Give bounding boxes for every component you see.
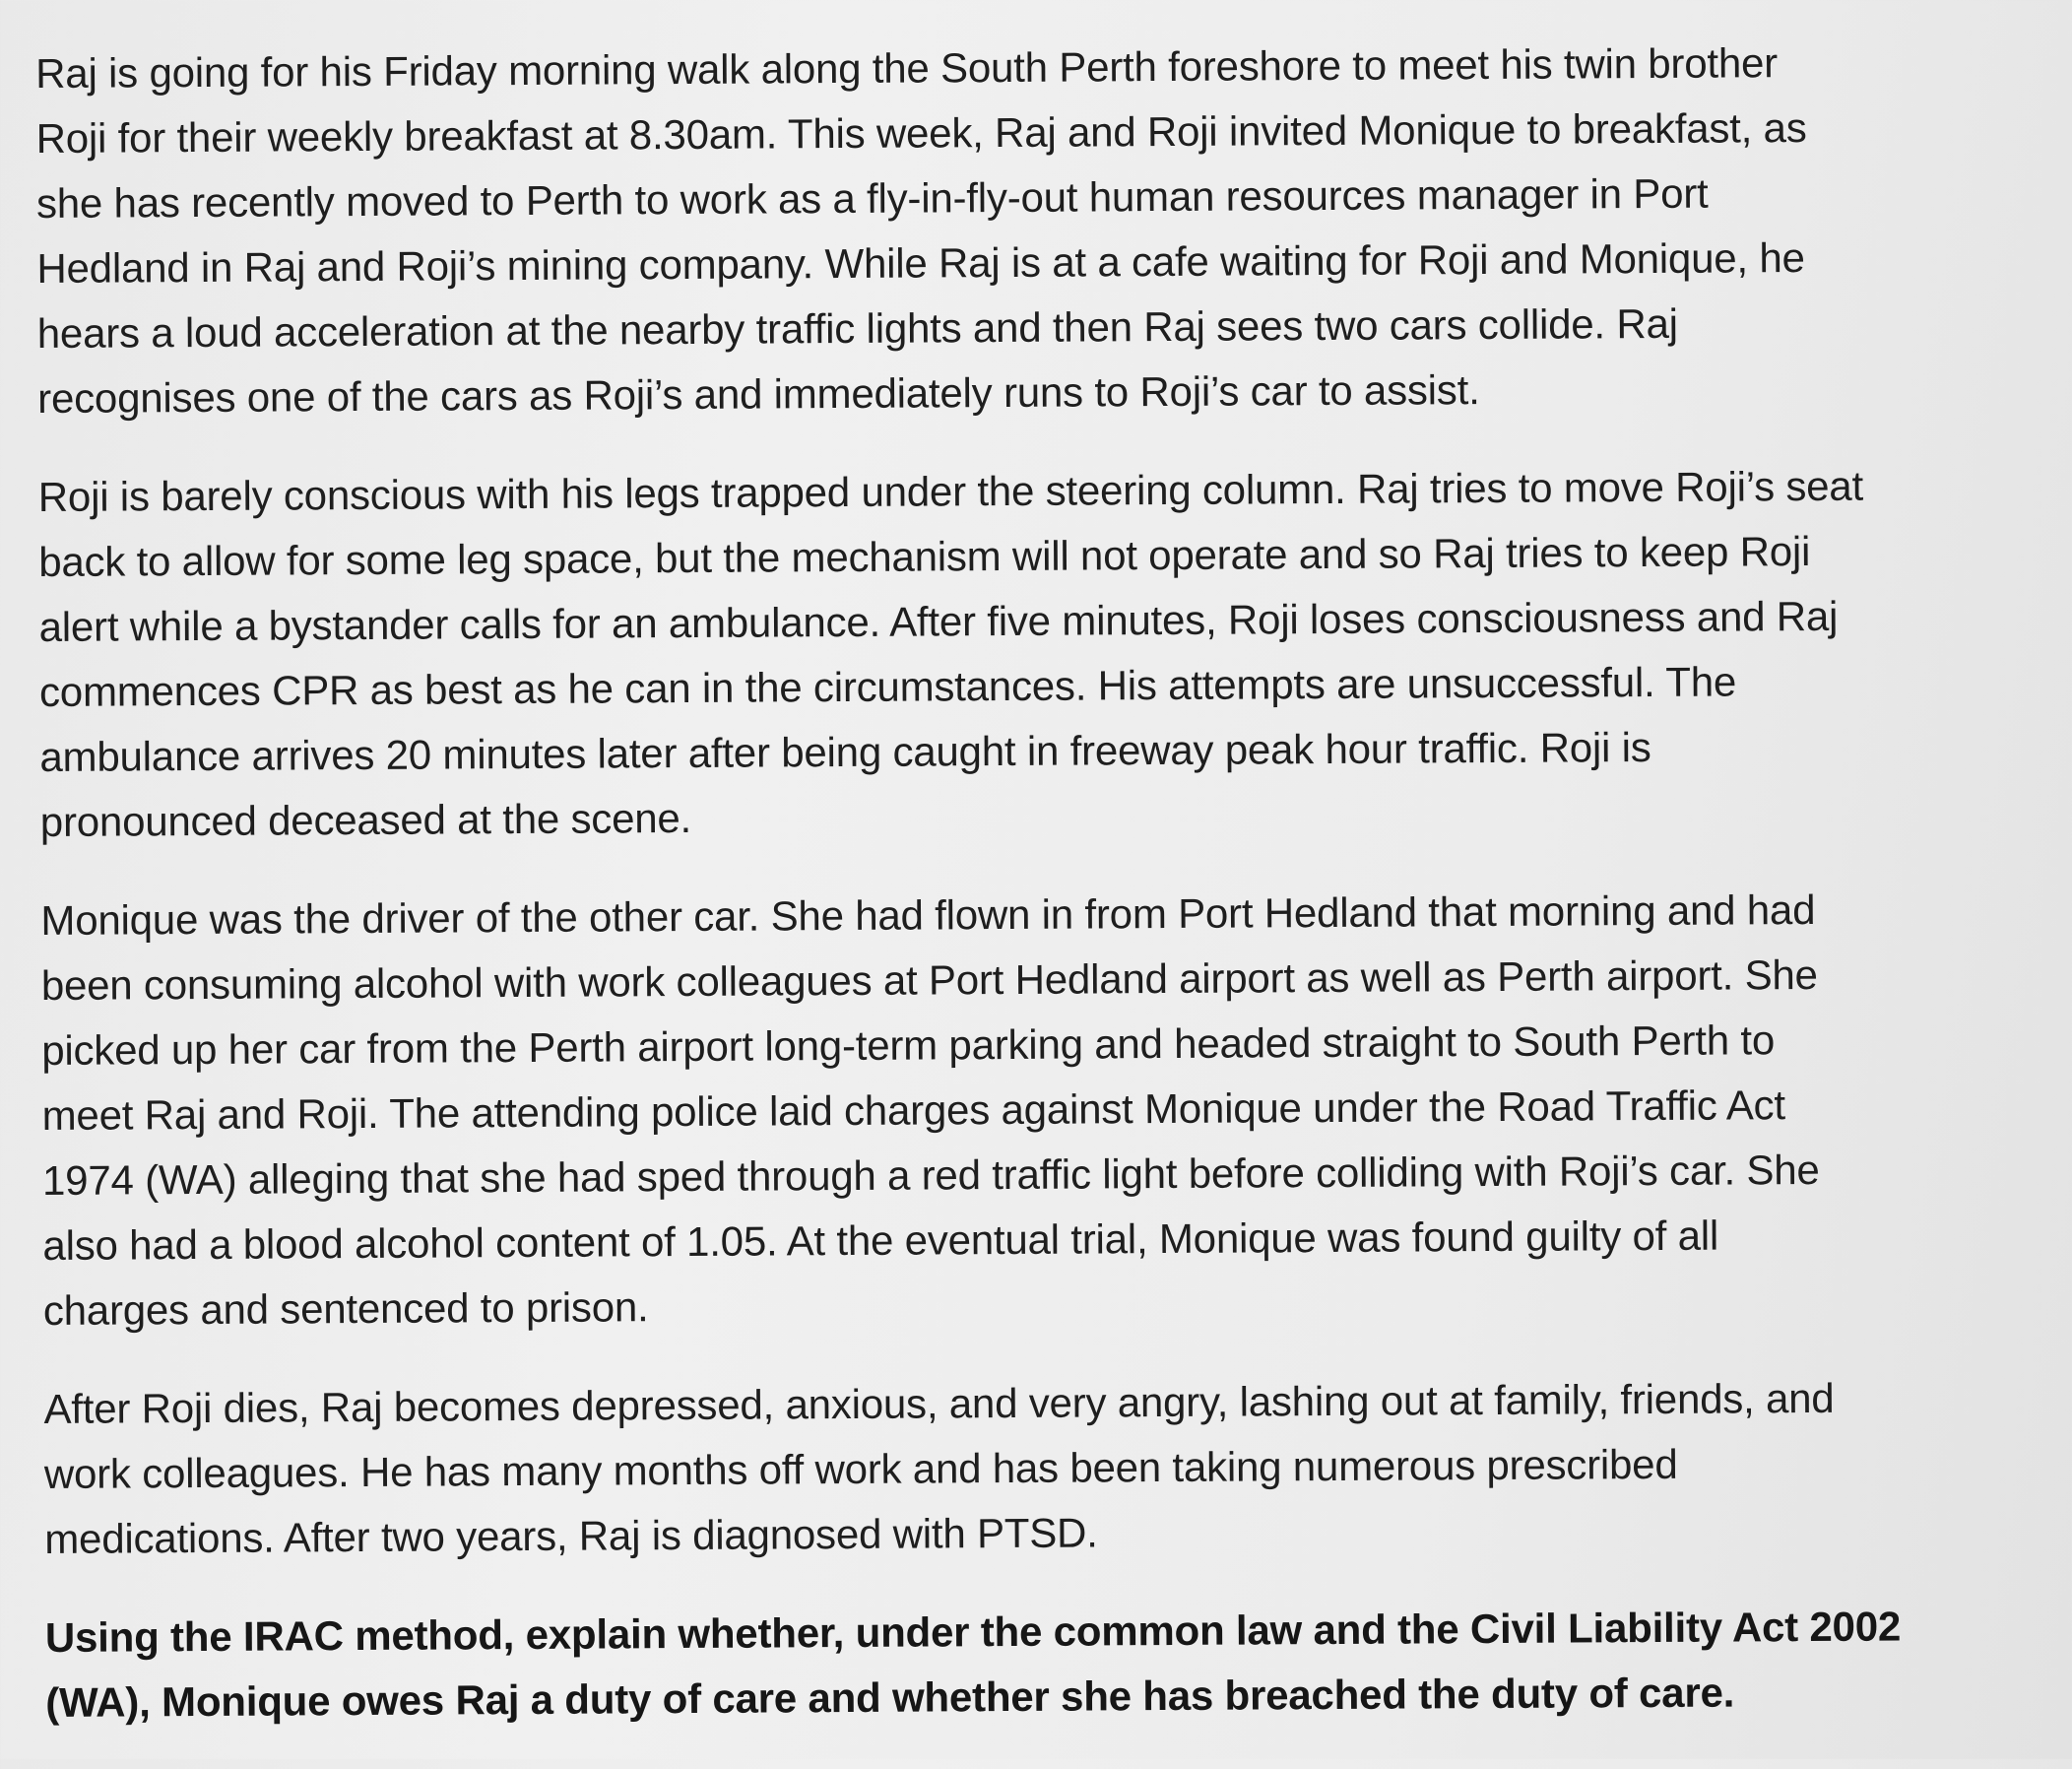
text-line: Monique was the driver of the other car. She had flown in from Port Hedland that morning and had: [40, 885, 1816, 944]
paragraph-accident: [38, 453, 2020, 855]
question-line: Using the IRAC method, explain whether, under the common law and the Civil Liability Act 2002: [44, 1603, 1902, 1661]
text-line: charges and sentenced to prison.: [42, 1283, 649, 1334]
paragraph-aftermath: [43, 1365, 2024, 1572]
text-line: work colleagues. He has many months off work and has been taking numerous prescribed: [43, 1440, 1678, 1497]
text-line: Hedland in Raj and Roji’s mining company. While Raj is at a cafe waiting for Roji and Monique, he: [36, 234, 1805, 292]
question-line: (WA), Monique owes Raj a duty of care and whether she has breached the duty of care.: [45, 1669, 1735, 1726]
document-page: [35, 30, 2026, 1769]
paragraph-monique: [40, 877, 2023, 1343]
text-line: hears a loud acceleration at the nearby traffic lights and then Raj sees two cars collide. Raj: [36, 299, 1678, 357]
text-line: also had a blood alcohol content of 1.05. At the eventual trial, Monique was found guilty of all: [42, 1212, 1719, 1269]
text-line: commences CPR as best as he can in the circumstances. His attempts are unsuccessful. The: [38, 658, 1737, 715]
question-prompt: [45, 1594, 2026, 1736]
text-line: After Roji dies, Raj becomes depressed, anxious, and very angry, lashing out at family, friends, and: [43, 1374, 1835, 1432]
text-line: back to allow for some leg space, but the mechanism will not operate and so Raj tries to keep Roji: [38, 528, 1811, 585]
text-line: alert while a bystander calls for an ambulance. After five minutes, Roji loses consciousness and Raj: [38, 592, 1839, 650]
text-line: she has recently moved to Perth to work as a fly-in-fly-out human resources manager in Port: [35, 169, 1709, 227]
paragraph-scenario-intro: [35, 30, 2017, 431]
text-line: recognises one of the cars as Roji’s and immediately runs to Roji’s car to assist.: [37, 366, 1480, 422]
text-line: 1974 (WA) alleging that she had sped through a red traffic light before colliding with Roji’s car. She: [41, 1146, 1820, 1204]
text-line: been consuming alcohol with work colleagues at Port Hedland airport as well as Perth airport. She: [40, 950, 1818, 1009]
text-line: picked up her car from the Perth airport long-term parking and headed straight to South Perth to: [41, 1016, 1776, 1074]
text-line: meet Raj and Roji. The attending police laid charges against Monique under the Road Traffic Act: [41, 1081, 1785, 1139]
text-line: medications. After two years, Raj is diagnosed with PTSD.: [44, 1509, 1098, 1562]
text-line: Raj is going for his Friday morning walk along the South Perth foreshore to meet his twin brother: [35, 39, 1779, 97]
text-line: Roji is barely conscious with his legs trapped under the steering column. Raj tries to move Roji’s seat: [37, 462, 1864, 520]
text-line: Roji for their weekly breakfast at 8.30am. This week, Raj and Roji invited Monique to breakfast, as: [35, 104, 1807, 162]
text-line: ambulance arrives 20 minutes later after being caught in freeway peak hour traffic. Roji is: [39, 723, 1651, 780]
text-line: pronounced deceased at the scene.: [39, 794, 692, 845]
